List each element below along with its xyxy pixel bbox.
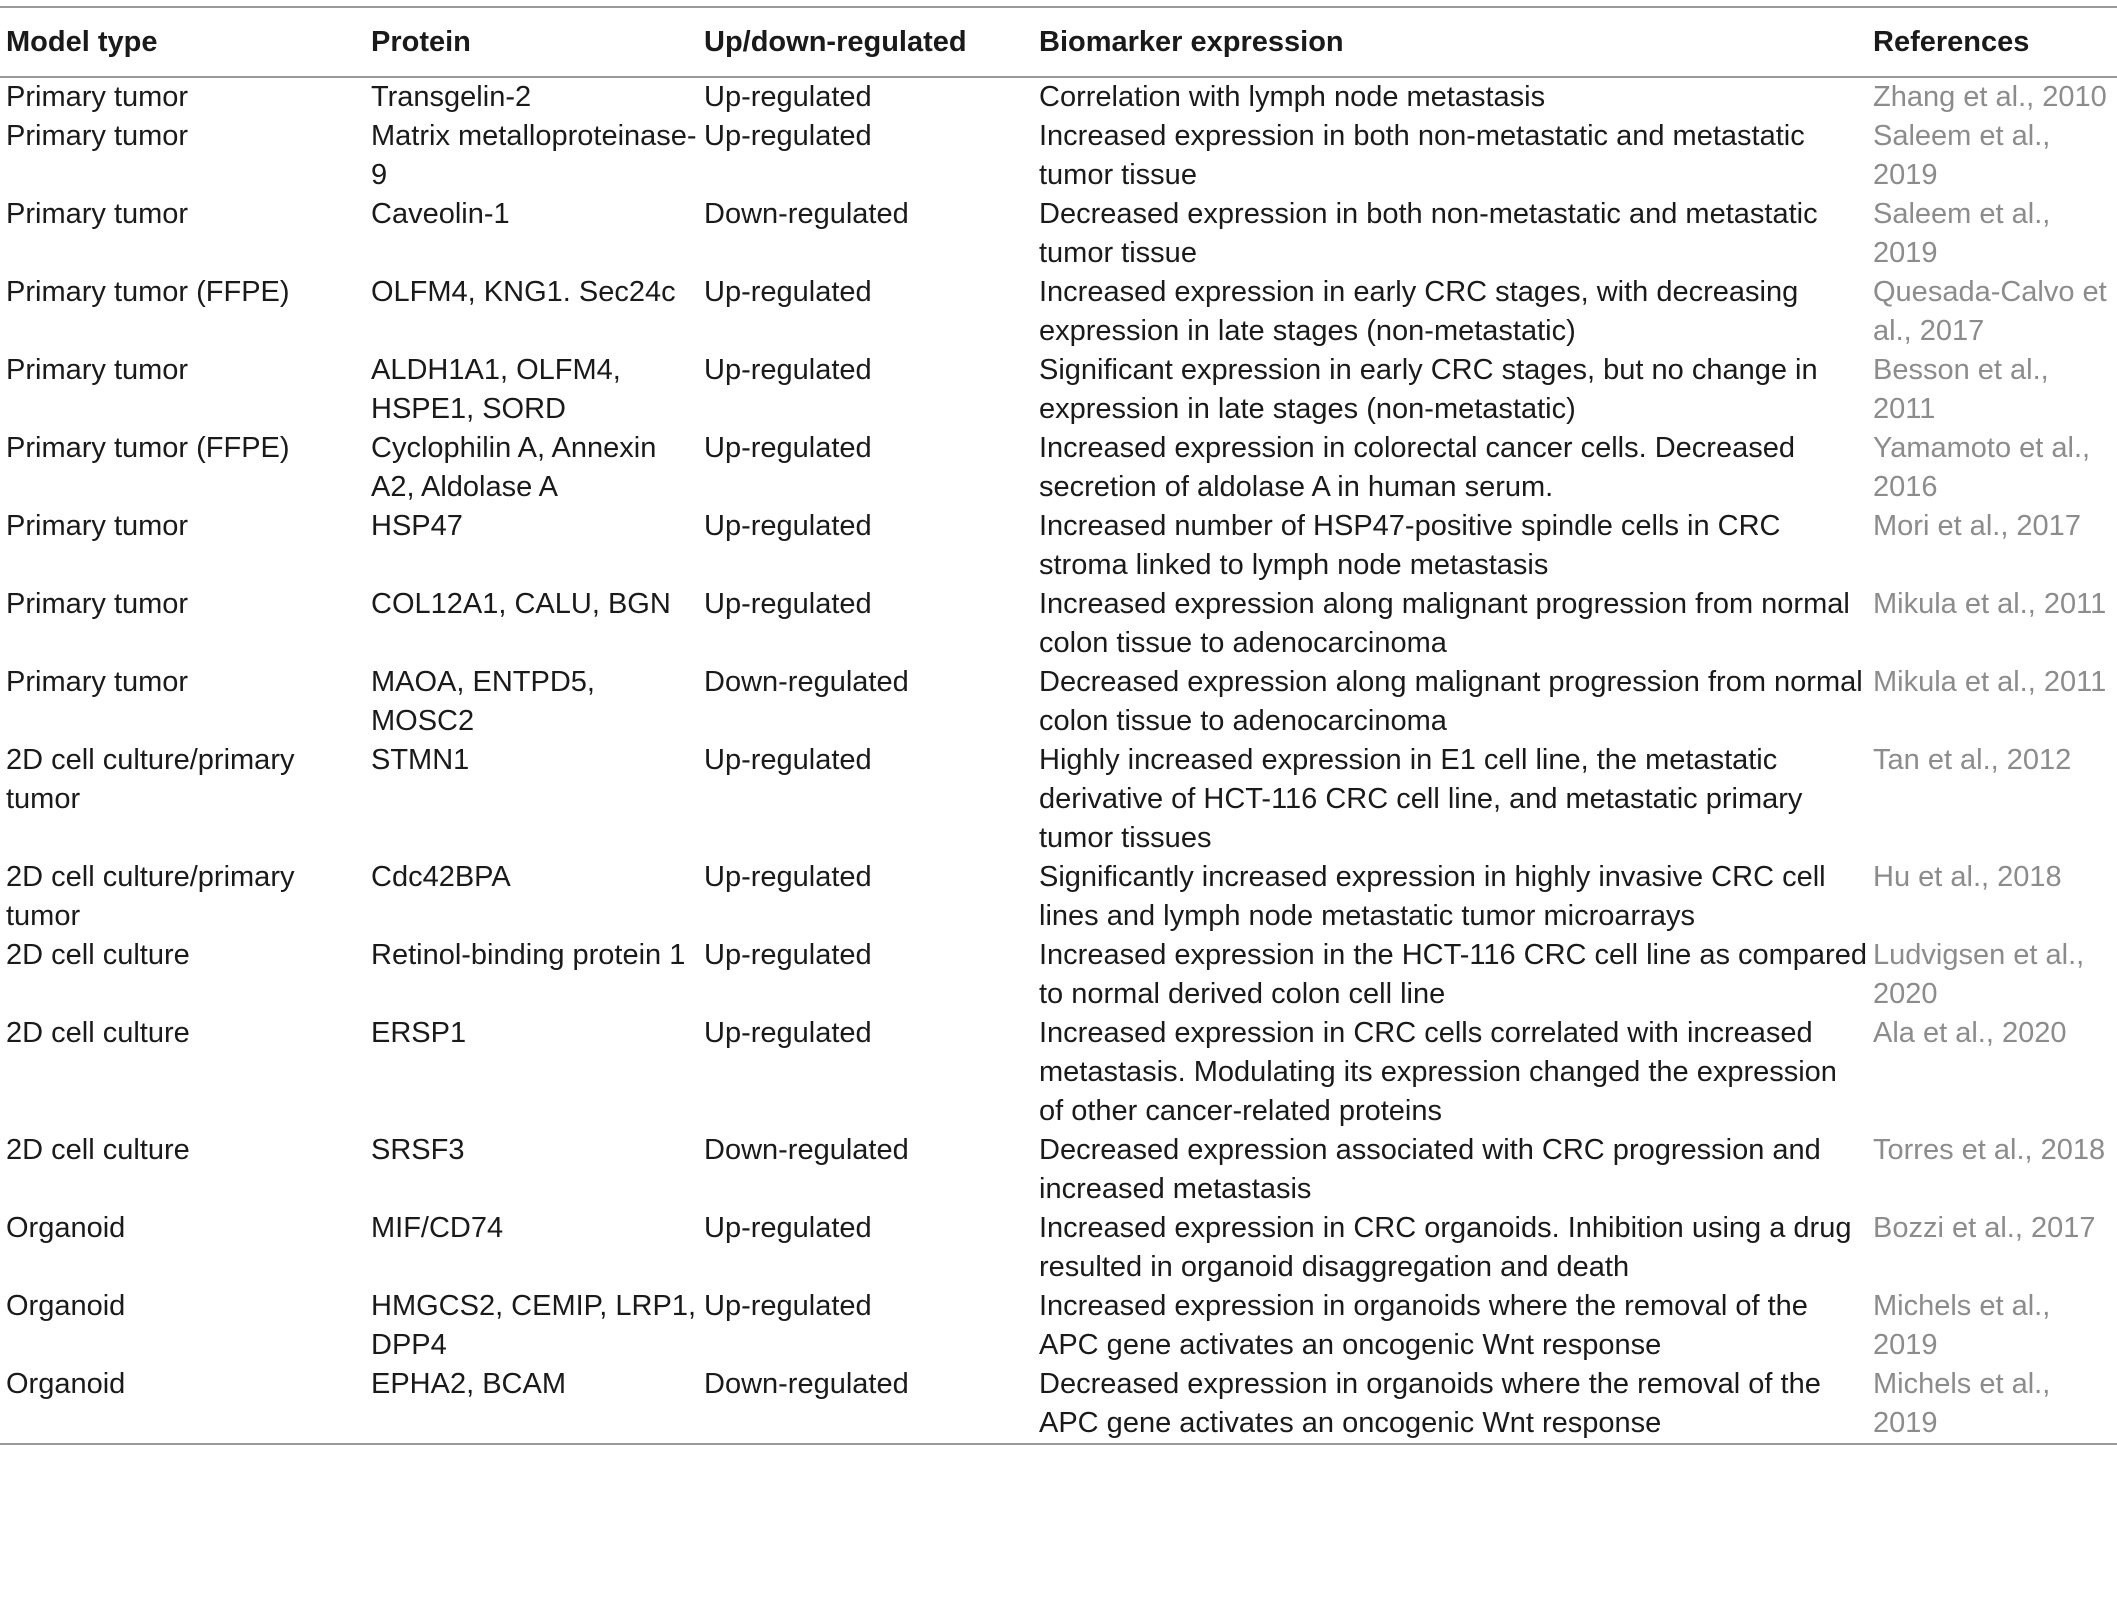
table-body [0, 77, 2117, 1444]
cell-reference: Ala et al., 2020 [1873, 1017, 2067, 1049]
cell-reference: Michels et al., 2019 [1873, 1290, 2051, 1361]
table-row [0, 1014, 2117, 1131]
table-header [0, 7, 2117, 77]
cell-regulation: Up-regulated [704, 120, 872, 152]
cell-reference: Zhang et al., 2010 [1873, 81, 2107, 113]
cell-model-type: 2D cell culture [6, 1017, 190, 1049]
cell-regulation: Down-regulated [704, 198, 909, 230]
table-row [0, 663, 2117, 741]
cell-biomarker-expression: Decreased expression in both non-metastatic and metastatic tumor tissue [1039, 198, 1818, 269]
cell-protein: Matrix metalloproteinase-9 [371, 120, 697, 191]
cell-biomarker-expression: Significant expression in early CRC stages, but no change in expression in late stages (non-metastatic) [1039, 354, 1818, 425]
cell-protein: OLFM4, KNG1. Sec24c [371, 276, 676, 308]
cell-protein: STMN1 [371, 744, 470, 776]
cell-model-type: 2D cell culture/primary tumor [6, 744, 295, 815]
cell-biomarker-expression: Decreased expression in organoids where the removal of the APC gene activates an oncogenic Wnt response [1033, 1365, 1867, 1444]
table-row [0, 77, 2117, 117]
table-row [0, 351, 2117, 429]
cell-reference: Mori et al., 2017 [1873, 510, 2081, 542]
table-row [0, 1209, 2117, 1287]
cell-regulation: Up-regulated [704, 276, 872, 308]
cell-model-type: Primary tumor [6, 666, 189, 698]
header-biomarker-expression: Biomarker expression [1033, 7, 1867, 77]
cell-protein: ERSP1 [371, 1017, 467, 1049]
table-row [0, 1365, 2117, 1444]
table-row [0, 1131, 2117, 1209]
cell-regulation: Up-regulated [704, 510, 872, 542]
cell-biomarker-expression: Increased expression along malignant progression from normal colon tissue to adenocarcinoma [1039, 588, 1850, 659]
cell-regulation: Up-regulated [704, 588, 872, 620]
cell-reference: Tan et al., 2012 [1873, 744, 2072, 776]
cell-model-type: Primary tumor [6, 510, 189, 542]
cell-model-type: Primary tumor [6, 198, 189, 230]
cell-biomarker-expression: Increased expression in CRC cells correlated with increased metastasis. Modulating its expression changed the expression of other cancer-related proteins [1039, 1017, 1837, 1127]
header-regulation: Up/down-regulated [698, 7, 1033, 77]
cell-reference: Saleem et al., 2019 [1873, 120, 2051, 191]
cell-model-type: 2D cell culture [6, 939, 190, 971]
cell-regulation: Down-regulated [704, 666, 909, 698]
cell-protein: Caveolin-1 [371, 198, 510, 230]
cell-protein: EPHA2, BCAM [365, 1365, 698, 1444]
cell-reference: Ludvigsen et al., 2020 [1873, 939, 2085, 1010]
table-row [0, 195, 2117, 273]
cell-model-type: Organoid [0, 1365, 365, 1444]
cell-reference: Yamamoto et al., 2016 [1873, 432, 2091, 503]
cell-biomarker-expression: Increased expression in both non-metastatic and metastatic tumor tissue [1039, 120, 1805, 191]
cell-biomarker-expression: Increased number of HSP47-positive spindle cells in CRC stroma linked to lymph node metastasis [1039, 510, 1781, 581]
cell-reference: Mikula et al., 2011 [1873, 588, 2107, 620]
cell-biomarker-expression: Highly increased expression in E1 cell line, the metastatic derivative of HCT-116 CRC cell line, and metastatic primary tumor tissues [1039, 744, 1803, 854]
table-row [0, 858, 2117, 936]
cell-biomarker-expression: Increased expression in colorectal cancer cells. Decreased secretion of aldolase A in human serum. [1039, 432, 1795, 503]
cell-reference: Mikula et al., 2011 [1873, 666, 2107, 698]
cell-model-type: Primary tumor [6, 120, 189, 152]
cell-model-type: Primary tumor (FFPE) [6, 432, 290, 464]
cell-biomarker-expression: Correlation with lymph node metastasis [1039, 81, 1546, 113]
biomarker-table [0, 6, 2117, 1445]
cell-regulation: Up-regulated [704, 861, 872, 893]
cell-regulation: Down-regulated [704, 1134, 909, 1166]
header-row [0, 7, 2117, 77]
cell-protein: MAOA, ENTPD5, MOSC2 [371, 666, 595, 737]
cell-regulation: Up-regulated [704, 744, 872, 776]
cell-reference: Saleem et al., 2019 [1873, 198, 2051, 269]
cell-model-type: Primary tumor [6, 81, 189, 113]
cell-protein: Retinol-binding protein 1 [371, 939, 686, 971]
header-model-type: Model type [0, 7, 365, 77]
table-row [0, 741, 2117, 858]
cell-regulation: Up-regulated [704, 432, 872, 464]
header-protein: Protein [365, 7, 698, 77]
cell-model-type: Primary tumor (FFPE) [6, 276, 290, 308]
cell-reference: Bozzi et al., 2017 [1873, 1212, 2096, 1244]
cell-biomarker-expression: Decreased expression along malignant progression from normal colon tissue to adenocarcinoma [1039, 666, 1863, 737]
cell-reference: Michels et al., 2019 [1867, 1365, 2117, 1444]
cell-model-type: 2D cell culture [6, 1134, 190, 1166]
cell-protein: Cyclophilin A, Annexin A2, Aldolase A [371, 432, 657, 503]
cell-regulation: Down-regulated [698, 1365, 1033, 1444]
cell-regulation: Up-regulated [704, 1212, 872, 1244]
cell-model-type: Organoid [6, 1290, 126, 1322]
cell-model-type: Primary tumor [6, 588, 189, 620]
cell-protein: Transgelin-2 [371, 81, 532, 113]
cell-protein: HMGCS2, CEMIP, LRP1, DPP4 [371, 1290, 697, 1361]
table-row [0, 429, 2117, 507]
table-row [0, 1287, 2117, 1365]
cell-protein: ALDH1A1, OLFM4, HSPE1, SORD [371, 354, 621, 425]
cell-reference: Besson et al., 2011 [1873, 354, 2049, 425]
table-row [0, 936, 2117, 1014]
cell-reference: Torres et al., 2018 [1873, 1134, 2106, 1166]
cell-regulation: Up-regulated [704, 1017, 872, 1049]
cell-biomarker-expression: Increased expression in organoids where the removal of the APC gene activates an oncogenic Wnt response [1039, 1290, 1808, 1361]
cell-protein: Cdc42BPA [371, 861, 511, 893]
cell-protein: MIF/CD74 [371, 1212, 504, 1244]
header-references: References [1867, 7, 2117, 77]
cell-biomarker-expression: Increased expression in CRC organoids. Inhibition using a drug resulted in organoid disaggregation and death [1039, 1212, 1852, 1283]
cell-regulation: Up-regulated [704, 939, 872, 971]
cell-model-type: Organoid [6, 1212, 126, 1244]
cell-protein: HSP47 [371, 510, 463, 542]
cell-regulation: Up-regulated [704, 1290, 872, 1322]
table-row [0, 117, 2117, 195]
cell-biomarker-expression: Increased expression in the HCT-116 CRC cell line as compared to normal derived colon cell line [1039, 939, 1867, 1010]
cell-regulation: Up-regulated [704, 354, 872, 386]
cell-model-type: 2D cell culture/primary tumor [6, 861, 295, 932]
table-row [0, 507, 2117, 585]
cell-protein: SRSF3 [371, 1134, 465, 1166]
cell-reference: Hu et al., 2018 [1873, 861, 2062, 893]
cell-model-type: Primary tumor [6, 354, 189, 386]
cell-biomarker-expression: Decreased expression associated with CRC progression and increased metastasis [1039, 1134, 1821, 1205]
cell-reference: Quesada-Calvo et al., 2017 [1873, 276, 2107, 347]
cell-regulation: Up-regulated [704, 81, 872, 113]
table-row [0, 273, 2117, 351]
cell-biomarker-expression: Increased expression in early CRC stages, with decreasing expression in late stages (non-metastatic) [1039, 276, 1799, 347]
cell-biomarker-expression: Significantly increased expression in highly invasive CRC cell lines and lymph node metastatic tumor microarrays [1039, 861, 1826, 932]
cell-protein: COL12A1, CALU, BGN [371, 588, 671, 620]
table-row [0, 585, 2117, 663]
